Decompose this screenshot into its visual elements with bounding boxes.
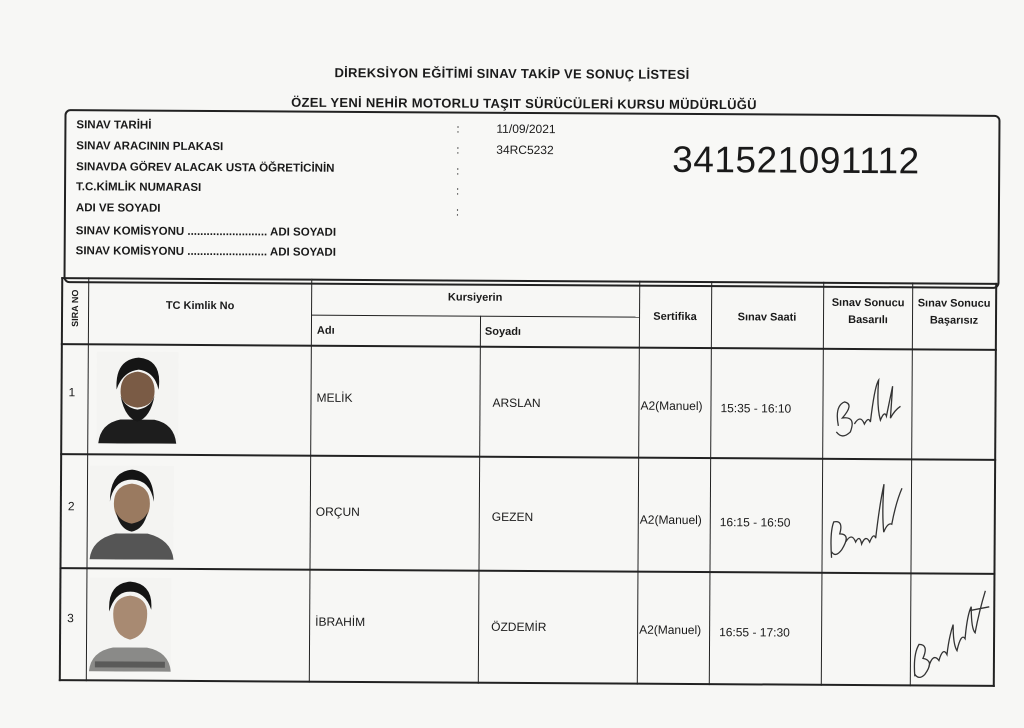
- header-sinav-saati: Sınav Saati: [737, 311, 797, 324]
- instructor-label: SINAVDA GÖREV ALACAK USTA ÖĞRETİCİNİN: [76, 161, 335, 175]
- header-sira-no: SIRA NO: [69, 289, 81, 327]
- commission-1: SINAV KOMİSYONU ......................... ADI SOYADI: [75, 225, 337, 239]
- exam-number: 341521091112: [672, 138, 920, 182]
- row-1-soyadi: ARSLAN: [492, 395, 541, 411]
- signature-row-1: [824, 366, 909, 457]
- row-1-adi: MELİK: [316, 390, 353, 405]
- school-name: ÖZEL YENİ NEHİR MOTORLU TAŞIT SÜRÜCÜLERİ KURSU MÜDÜRLÜĞÜ: [291, 94, 757, 113]
- student-photo-1: [96, 351, 179, 443]
- date-value: 11/09/2021: [496, 121, 556, 137]
- header-basarisiz: Sınav Sonucu Başarısız: [917, 297, 991, 327]
- student-photo-2: [90, 465, 175, 560]
- row-3-no: 3: [67, 611, 74, 626]
- date-label: SINAV TARİHİ: [76, 119, 152, 132]
- header-tc-kimlik: TC Kimlik No: [165, 299, 235, 313]
- results-table: [59, 277, 997, 693]
- colon: :: [456, 185, 460, 198]
- row-1-no: 1: [68, 385, 76, 400]
- student-photo-3: [89, 577, 172, 671]
- row-2-sertifika: A2(Manuel): [639, 512, 702, 528]
- plate-value: 34RC5232: [496, 142, 554, 158]
- plate-label: SINAV ARACININ PLAKASI: [76, 140, 224, 154]
- tc-label: T.C.KİMLİK NUMARASI: [76, 181, 202, 194]
- row-2-adi: ORÇUN: [315, 504, 360, 519]
- exam-info-box: [63, 109, 1000, 289]
- name-label: ADI VE SOYADI: [75, 202, 161, 215]
- row-3-saat: 16:55 - 17:30: [719, 625, 790, 640]
- header-soyadi: Soyadı: [484, 325, 522, 338]
- row-1-saat: 15:35 - 16:10: [720, 401, 792, 416]
- row-3-soyadi: ÖZDEMİR: [491, 619, 547, 635]
- row-3-adi: İBRAHİM: [315, 614, 366, 630]
- signature-row-2: [821, 472, 908, 571]
- signature-row-3: [909, 580, 994, 685]
- row-1-sertifika: A2(Manuel): [640, 398, 703, 414]
- colon: :: [455, 206, 460, 219]
- row-2-no: 2: [67, 499, 75, 514]
- colon: :: [456, 123, 460, 136]
- row-3-sertifika: A2(Manuel): [639, 622, 702, 638]
- row-2-saat: 16:15 - 16:50: [719, 515, 791, 530]
- row-2-soyadi: GEZEN: [491, 509, 534, 525]
- header-basarili: Sınav Sonucu Basarılı: [831, 296, 905, 327]
- commission-2: SINAV KOMİSYONU ......................... ADI SOYADI: [75, 245, 337, 259]
- colon: :: [456, 165, 460, 178]
- document-title: DİREKSİYON EĞİTİMİ SINAV TAKİP VE SONUÇ LİSTESİ: [334, 65, 690, 82]
- header-kursiyerin: Kursiyerin: [447, 291, 503, 304]
- header-sertifika: Sertifika: [653, 310, 697, 324]
- colon: :: [456, 144, 460, 157]
- header-adi: Adı: [316, 324, 335, 337]
